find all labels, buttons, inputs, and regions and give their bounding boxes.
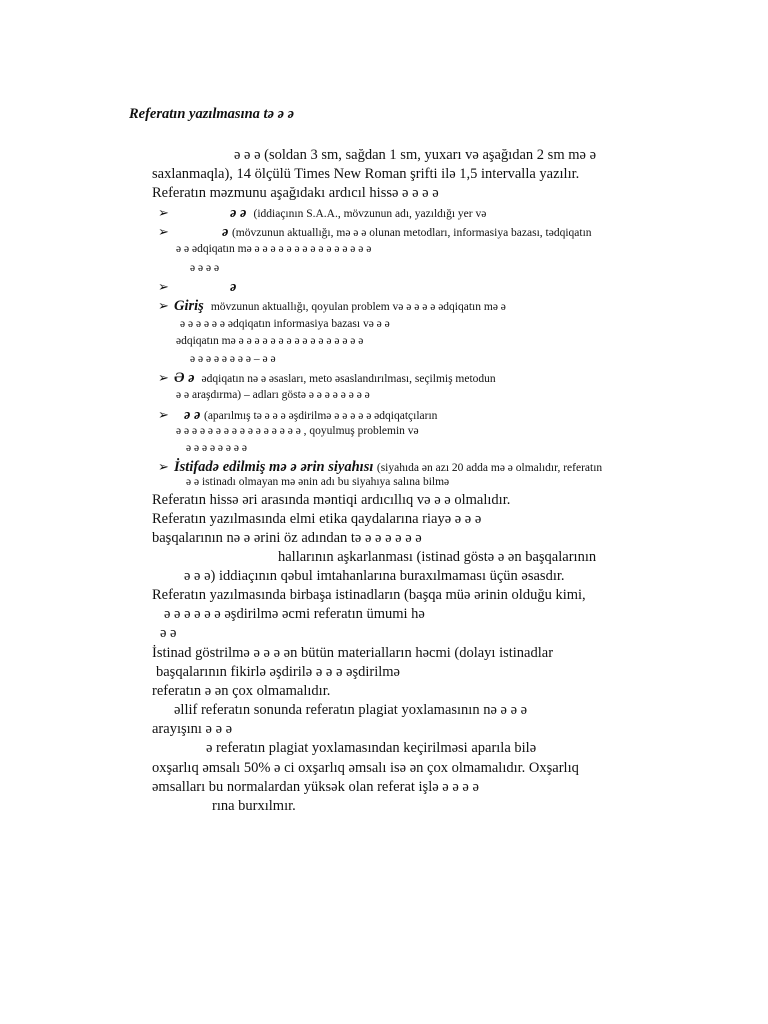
intro-line-2: saxlanmaqla), 14 ölçülü Times New Roman şrifti ilə 1,5 intervalla yazılır.: [152, 166, 580, 182]
paragraph-line: İstinad göstrilmə ə ə ə ən bütün materialların həcmi (dolayı istinadlar: [152, 645, 554, 661]
paragraph-line: Referatın hissə əri arasında məntiqi ardıcıllıq və ə ə olmalıdır.: [152, 492, 511, 508]
arrow-bullet-icon: ➢: [158, 370, 169, 385]
paragraph-line: əmsalları bu normalardan yüksək olan referat işlə ə ə ə ə: [152, 779, 479, 795]
intro-line-1: ə ə ə (soldan 3 sm, sağdan 1 sm, yuxarı və aşağıdan 2 sm mə ə: [234, 147, 597, 163]
paragraph-line: ə referatın plagiat yoxlamasından keçirilməsi aparıla bilə: [206, 740, 537, 756]
arrow-bullet-icon: ➢: [158, 407, 169, 422]
list-item: ➢ Ə ə ədqiqatın nə ə əsasları, meto əsaslandırılması, seçilmiş metodun: [158, 370, 496, 386]
list-item-continuation: ə ə ə ə ə ə ədqiqatın informasiya bazası və ə ə: [180, 318, 390, 330]
list-item: ➢ İstifadə edilmiş mə ə ərin siyahısı (siyahıda ən azı 20 adda mə ə olmalıdır, referatın: [158, 459, 603, 475]
list-item: ➢ Giriş mövzunun aktuallığı, qoyulan problem və ə ə ə ə ədqiqatın mə ə: [158, 298, 506, 314]
paragraph-line: rına burxılmır.: [212, 798, 296, 814]
paragraph-line: referatın ə ən çox olmamalıdır.: [152, 683, 331, 699]
list-item-continuation: ə ə ə ə ə ə ə ə – ə ə: [190, 353, 276, 365]
paragraph-line: ə ə ə) iddiaçının qəbul imtahanlarına buraxılmaması üçün əsasdır.: [184, 568, 565, 584]
list-item: ➢ ə: [158, 279, 237, 295]
list-item-continuation: ə ə ə ə ə ə ə ə ə ə ə ə ə ə ə ə , qoyulmuş problemin və: [176, 425, 419, 437]
list-item: ➢ ə ə (iddiaçının S.A.A., mövzunun adı, yazıldığı yer və: [158, 205, 487, 221]
paragraph-line: Referatın yazılmasında birbaşa istinadların (başqa müə ərinin olduğu kimi,: [152, 587, 586, 603]
paragraph-line: arayışını ə ə ə: [152, 721, 233, 737]
paragraph-line: başqalarının nə ə ərini öz adından tə ə ə ə ə ə ə: [152, 530, 422, 546]
list-item-continuation: ə ə ədqiqatın mə ə ə ə ə ə ə ə ə ə ə ə ə ə ə ə: [176, 243, 372, 255]
arrow-bullet-icon: ➢: [158, 459, 169, 474]
arrow-bullet-icon: ➢: [158, 205, 169, 220]
list-item-continuation: ə ə istinadı olmayan mə ənin adı bu siyahıya salına bilmə: [186, 476, 450, 488]
list-item: ➢ ə ə (aparılmış tə ə ə ə əşdirilmə ə ə ə ə ə ədqiqatçıların: [158, 407, 438, 423]
arrow-bullet-icon: ➢: [158, 279, 169, 294]
list-item-continuation: ədqiqatın mə ə ə ə ə ə ə ə ə ə ə ə ə ə ə ə ə: [176, 335, 364, 347]
paragraph-line: Referatın yazılmasında elmi etika qaydalarına riayə ə ə ə: [152, 511, 482, 527]
list-item-continuation: ə ə araşdırma) – adları göstə ə ə ə ə ə ə ə ə: [176, 389, 370, 401]
document-title: Referatın yazılmasına tə ə ə: [129, 106, 295, 122]
list-item-continuation: ə ə ə ə ə ə ə ə: [186, 442, 247, 454]
paragraph-line: hallarının aşkarlanması (istinad göstə ə ən başqalarının: [278, 549, 597, 565]
arrow-bullet-icon: ➢: [158, 224, 169, 239]
paragraph-line: ə ə ə ə ə ə əşdirilmə əcmi referatın ümumi hə: [164, 606, 425, 622]
paragraph-line: ə ə: [160, 625, 177, 641]
list-item: ➢ ə (mövzunun aktuallığı, mə ə ə olunan metodları, informasiya bazası, tədqiqatın: [158, 224, 592, 240]
paragraph-line: əllif referatın sonunda referatın plagiat yoxlamasının nə ə ə ə: [174, 702, 528, 718]
paragraph-line: başqalarının fikirlə əşdirilə ə ə ə əşdirilmə: [156, 664, 400, 680]
paragraph-line: oxşarlıq əmsalı 50% ə ci oxşarlıq əmsalı isə ən çox olmamalıdır. Oxşarlıq: [152, 760, 579, 776]
intro-line-3: Referatın məzmunu aşağıdakı ardıcıl hissə ə ə ə ə: [152, 185, 439, 201]
list-item-continuation: ə ə ə ə: [190, 262, 220, 274]
arrow-bullet-icon: ➢: [158, 298, 169, 313]
